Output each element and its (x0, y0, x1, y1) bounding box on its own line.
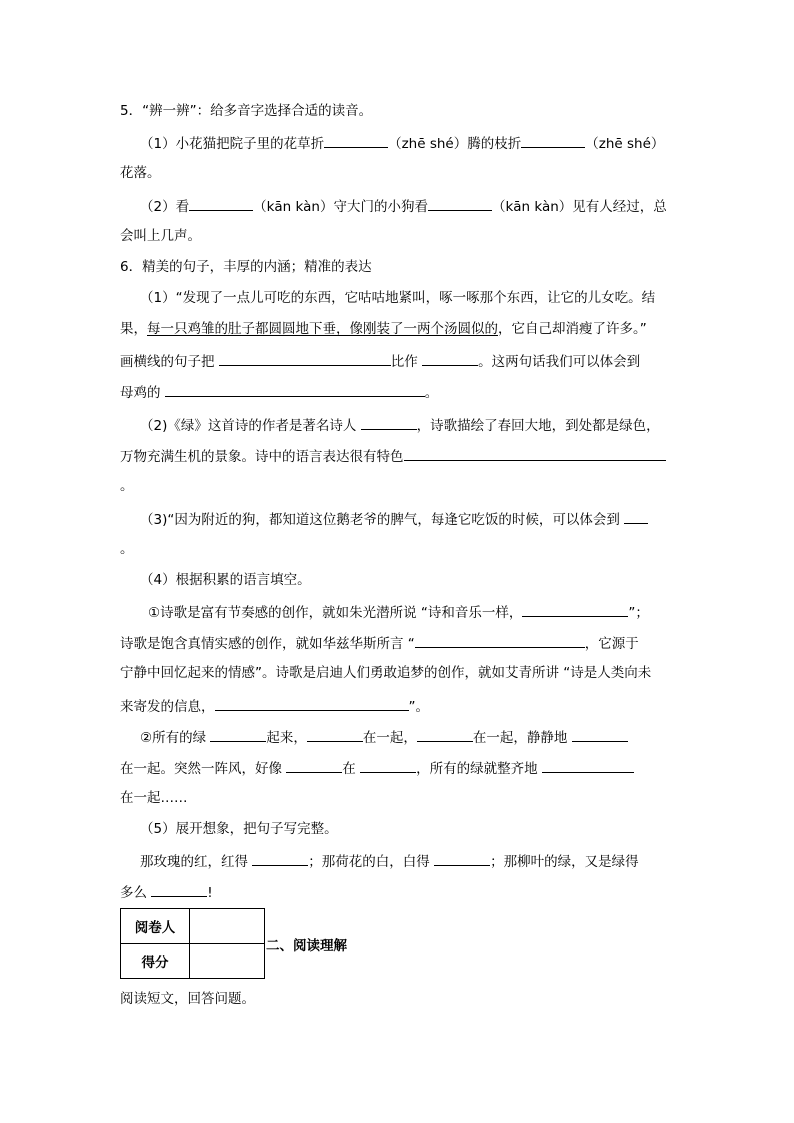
answer-blank[interactable] (210, 727, 266, 742)
q5-item1-text-b: （zhē shé）腾的枝折 (388, 136, 522, 152)
q6-s4-1-line4 (120, 696, 429, 716)
q6-s5-text: ! (207, 885, 213, 901)
section-title: 二、阅读理解 (266, 938, 347, 954)
q6-s4-text: 诗歌是饱含真情实感的创作，就如华兹华斯所言 “ (120, 636, 415, 652)
q6-s1-text: 比作 (390, 354, 423, 370)
q6-s1-line2 (120, 320, 647, 338)
section-instruction: 阅读短文，回答问题。 (120, 991, 255, 1007)
answer-blank[interactable] (151, 882, 207, 897)
answer-blank[interactable] (307, 727, 363, 742)
answer-blank[interactable] (361, 415, 417, 430)
q6-s4-text: ①诗歌是富有节奏感的创作，就如朱光潜所说 “诗和音乐一样， (148, 605, 523, 621)
score-label: 得分 (121, 944, 190, 979)
answer-blank[interactable] (572, 727, 628, 742)
answer-blank[interactable] (434, 851, 490, 866)
q6-s4-1-line2 (120, 633, 639, 653)
q6-s5-title: （5）展开想象，把句子写完整。 (140, 821, 338, 837)
answer-blank[interactable] (428, 196, 492, 211)
q6-title: 6．精美的句子，丰厚的内涵；精准的表达 (120, 259, 372, 275)
q5-item1 (140, 133, 664, 153)
underlined-sentence: 每一只鸡雏的肚子都圆圆地下垂，像刚装了一两个汤圆似的 (147, 321, 498, 337)
q6-s2-line3: 。 (120, 478, 134, 494)
q6-s5-line1 (140, 851, 639, 871)
q5-item2 (140, 196, 667, 216)
q6-s5-text: 那玫瑰的红，红得 (140, 854, 253, 870)
q6-s3-line1 (140, 509, 648, 529)
grader-field[interactable] (190, 909, 265, 944)
q6-s4-title: （4）根据积累的语言填空。 (140, 572, 311, 588)
q6-s1-text: ，它自己却消瘦了许多。” (498, 321, 647, 337)
q6-s4-text: 来寄发的信息， (120, 699, 215, 715)
score-field[interactable] (190, 944, 265, 979)
answer-blank[interactable] (219, 351, 391, 366)
q6-s1-text: 母鸡的 (120, 385, 165, 401)
q6-s2-text: ，诗歌描绘了春回大地，到处都是绿色， (416, 418, 660, 434)
q5-item2-text-a: （2）看 (140, 199, 190, 215)
q6-s5-text: ；那柳叶的绿，又是绿得 (490, 854, 639, 870)
q6-s4-text: ，所有的绿就整齐地 (416, 761, 542, 777)
section-heading (266, 934, 347, 954)
q6-s4-1-line1 (148, 602, 649, 622)
q6-s2-text: （2)《绿》这首诗的作者是著名诗人 (140, 418, 361, 434)
answer-blank[interactable] (521, 133, 585, 148)
q6-s1-text: 画横线的句子把 (120, 354, 219, 370)
answer-blank[interactable] (542, 758, 634, 773)
answer-blank[interactable] (324, 133, 388, 148)
q5-item2-text-c: （kān kàn）见有人经过，总 (491, 199, 667, 215)
answer-blank[interactable] (624, 509, 648, 524)
grader-label: 阅卷人 (121, 909, 190, 944)
q5-item2-text-b: （kān kàn）守大门的小狗看 (253, 199, 428, 215)
q5-item1-cont: 花落。 (120, 165, 161, 181)
q6-s4-2-line3: 在一起…… (120, 790, 188, 806)
q6-s1-line3 (120, 351, 640, 371)
q6-s4-text: 在 (342, 761, 361, 777)
q6-s1-line1: （1）“发现了一点儿可吃的东西，它咕咕地紧叫，啄一啄那个东西，让它的儿女吃。结 (140, 290, 656, 306)
q6-s5-line2 (120, 882, 213, 902)
q6-s4-text: ②所有的绿 (140, 730, 211, 746)
answer-blank[interactable] (522, 602, 628, 617)
q6-s3-text: （3)“因为附近的狗，都知道这位鹅老爷的脾气，每逢它吃饭的时候，可以体会到 (140, 512, 625, 528)
answer-blank[interactable] (189, 196, 253, 211)
answer-blank[interactable] (215, 696, 409, 711)
q6-s4-2-line1 (140, 727, 628, 747)
q5-item1-text-a: （1）小花猫把院子里的花草折 (140, 136, 325, 152)
answer-blank[interactable] (404, 446, 666, 461)
answer-blank[interactable] (415, 633, 585, 648)
q6-s4-text: 在一起，静静地 (472, 730, 572, 746)
q6-s2-line1 (140, 415, 660, 435)
q5-item2-cont: 会叫上几声。 (120, 228, 201, 244)
q6-s1-text: 。这两句话我们可以体会到 (478, 354, 641, 370)
q6-s4-1-line3: 宁静中回忆起来的情感”。诗歌是启迪人们勇敢追梦的创作，就如艾青所讲 “诗是人类向未 (120, 665, 652, 681)
answer-blank[interactable] (286, 758, 342, 773)
answer-blank[interactable] (417, 727, 473, 742)
q6-s4-2-line2 (120, 758, 634, 778)
q6-s4-text: 在一起， (362, 730, 417, 746)
q6-s1-line4 (120, 382, 438, 402)
answer-blank[interactable] (165, 382, 425, 397)
answer-blank[interactable] (360, 758, 416, 773)
answer-blank[interactable] (252, 851, 308, 866)
q6-s2-line2 (120, 446, 666, 466)
q5-title: 5．“辨一辨”：给多音字选择合适的读音。 (120, 103, 373, 119)
q6-s1-text: 果， (120, 321, 147, 337)
q6-s5-text: ；那荷花的白，白得 (308, 854, 435, 870)
q5-item1-text-c: （zhē shé） (585, 136, 665, 152)
q6-s4-text: 起来， (266, 730, 307, 746)
q6-s1-text: 。 (424, 385, 439, 401)
q6-s5-text: 多么 (120, 885, 152, 901)
score-table (120, 908, 265, 979)
q6-s4-text: ”； (628, 605, 649, 621)
q6-s4-text: ，它源于 (584, 636, 639, 652)
q6-s2-text: 万物充满生机的景象。诗中的语言表达很有特色 (120, 449, 404, 465)
q6-s3-line2: 。 (120, 541, 134, 557)
q6-s4-text: 在一起。突然一阵风，好像 (120, 761, 287, 777)
answer-blank[interactable] (422, 351, 478, 366)
q6-s4-text: ”。 (408, 699, 429, 715)
